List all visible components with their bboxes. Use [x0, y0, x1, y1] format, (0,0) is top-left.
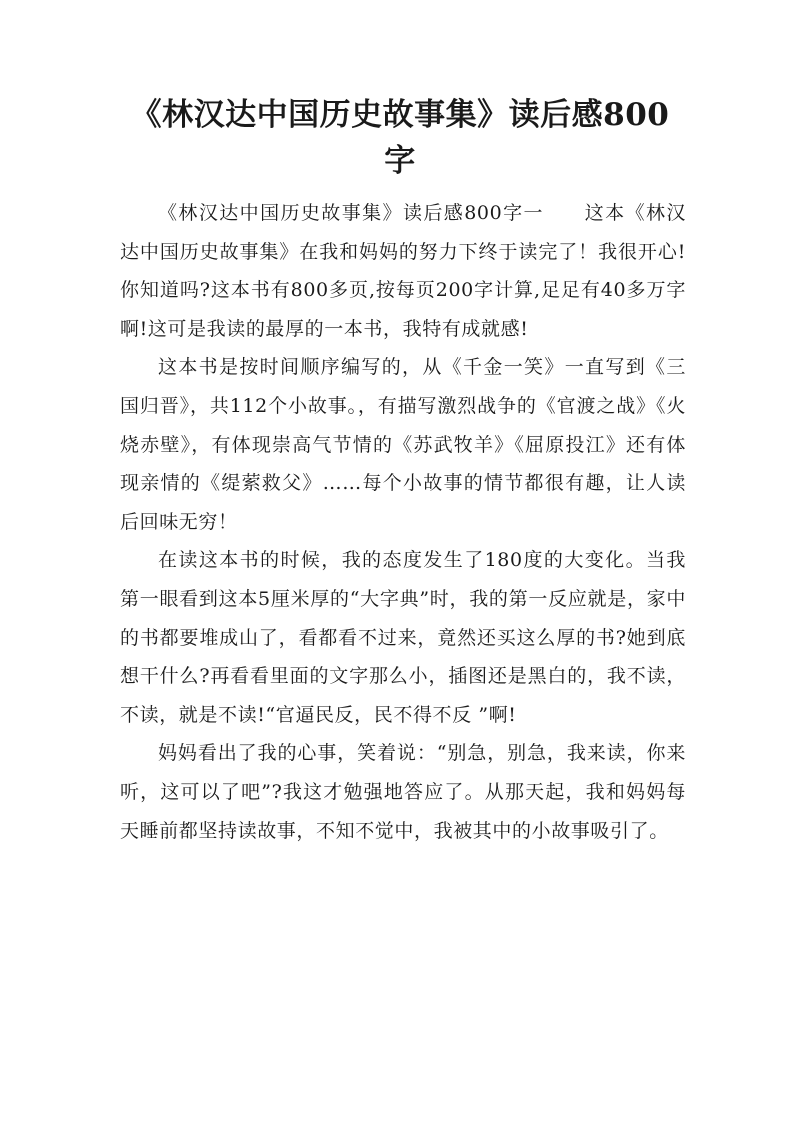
document-title: 《林汉达中国历史故事集》读后感800字 [130, 97, 670, 179]
document-body [120, 194, 686, 850]
paragraph-3: 在读这本书的时候，我的态度发生了180度的大变化。当我第一眼看到这本5厘米厚的“大字典”时，我的第一反应就是，家中的书都要堆成山了，看都看不过来，竟然还买这么厚的书?她到底想干什么?再看看里面的文字那么小，插图还是黑白的，我不读，不读，就是不读!“官逼民反，民不得不反 ”啊! [120, 549, 686, 726]
paragraph-4: 妈妈看出了我的心事，笑着说：“别急，别急，我来读，你来听，这可以了吧”?我这才勉强地答应了。从那天起，我和妈妈每天睡前都坚持读故事，不知不觉中，我被其中的小故事吸引了。 [120, 742, 686, 842]
paragraph-1: 《林汉达中国历史故事集》读后感800字一 这本《林汉达中国历史故事集》在我和妈妈的努力下终于读完了！我很开心!你知道吗?这本书有800多页,按每页200字计算,足足有40多万字啊!这可是我读的最厚的一本书，我特有成就感! [120, 202, 686, 340]
paragraph-2: 这本书是按时间顺序编写的，从《千金一笑》一直写到《三国归晋》，共112个小故事。，有描写激烈战争的《官渡之战》《火烧赤壁》，有体现崇高气节情的《苏武牧羊》《屈原投江》还有体现亲情的《缇萦救父》……每个小故事的情节都很有趣，让人读后回味无穷！ [120, 356, 686, 533]
